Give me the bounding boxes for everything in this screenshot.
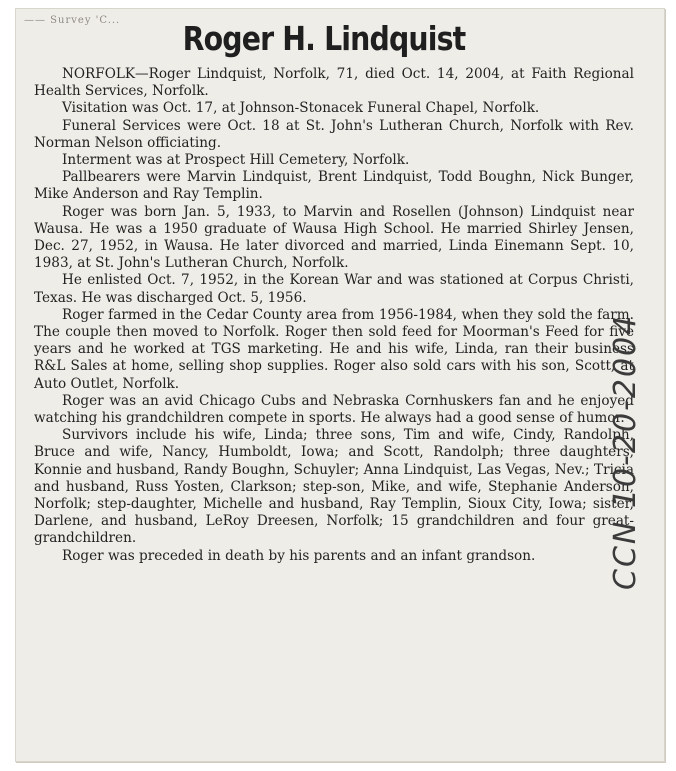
- paragraph-pallbearers: Pallbearers were Marvin Lindquist, Brent Lindquist, Todd Boughn, Nick Bunger, Mike Anderson and Ray Templin.: [34, 169, 634, 203]
- handwritten-date-note: CCN 10-20-2004: [608, 313, 643, 590]
- paragraph-interests: Roger was an avid Chicago Cubs and Nebraska Cornhuskers fan and he enjoyed watching his grandchildren compete in sports. He always had a good sense of humor.: [34, 392, 634, 427]
- obituary-body: [34, 66, 634, 565]
- paragraph-preceded-in-death: Roger was preceded in death by his parents and an infant grandson.: [62, 547, 536, 564]
- paragraph-funeral-services: Funeral Services were Oct. 18 at St. John's Lutheran Church, Norfolk with Rev. Norman Nelson officiating.: [34, 117, 634, 151]
- obituary-headline: Roger H. Lindquist: [182, 19, 466, 58]
- paragraph-biography: Roger was born Jan. 5, 1933, to Marvin and Rosellen (Johnson) Lindquist near Wausa. He was a 1950 graduate of Wausa High School. He married Shirley Jensen, Dec. 27, 1952, in Wausa. He later divorced and married, Linda Einemann Sept. 10, 1983, at St. John's Lutheran Church, Norfolk.: [34, 203, 634, 272]
- paragraph-visitation: Visitation was Oct. 17, at Johnson-Stonacek Funeral Chapel, Norfolk.: [62, 100, 540, 117]
- newspaper-clipping: [15, 8, 665, 762]
- paragraph-career: Roger farmed in the Cedar County area from 1956-1984, when they sold the farm. The couple then moved to Norfolk. Roger then sold feed for Moorman's Feed for five years and he worked at TGS marketing. He and his wife, Linda, ran their business R&L Sales at home, selling shop supplies. Roger also sold cars with his son, Scott, at Auto Outlet, Norfolk.: [34, 306, 634, 392]
- paragraph-military-service: He enlisted Oct. 7, 1952, in the Korean War and was stationed at Corpus Christi, Texas. He was discharged Oct. 5, 1956.: [34, 272, 634, 306]
- paragraph-death-notice: NORFOLK—Roger Lindquist, Norfolk, 71, died Oct. 14, 2004, at Faith Regional Health Services, Norfolk.: [34, 66, 634, 100]
- paragraph-interment: Interment was at Prospect Hill Cemetery, Norfolk.: [62, 152, 410, 169]
- paragraph-survivors: Survivors include his wife, Linda; three sons, Tim and wife, Cindy, Randolph, Bruce and wife, Nancy, Humboldt, Iowa; and Scott, Randolph; three daughters, Konnie and husband, Randy Boughn, Schuyler; Anna Lindquist, Las Vegas, Nev.; Tricia and husband, Russ Yosten, Clarkson; step-son, Mike, and wife, Stephanie Anderson, Norfolk; step-daughter, Michelle and husband, Ray Templin, Sioux City, Iowa; sister, Darlene, and husband, LeRoy Dreesen, Norfolk; 15 grandchildren and four great-grandchildren.: [34, 427, 634, 547]
- bleed-through-text: —— Survey 'C...: [24, 15, 121, 26]
